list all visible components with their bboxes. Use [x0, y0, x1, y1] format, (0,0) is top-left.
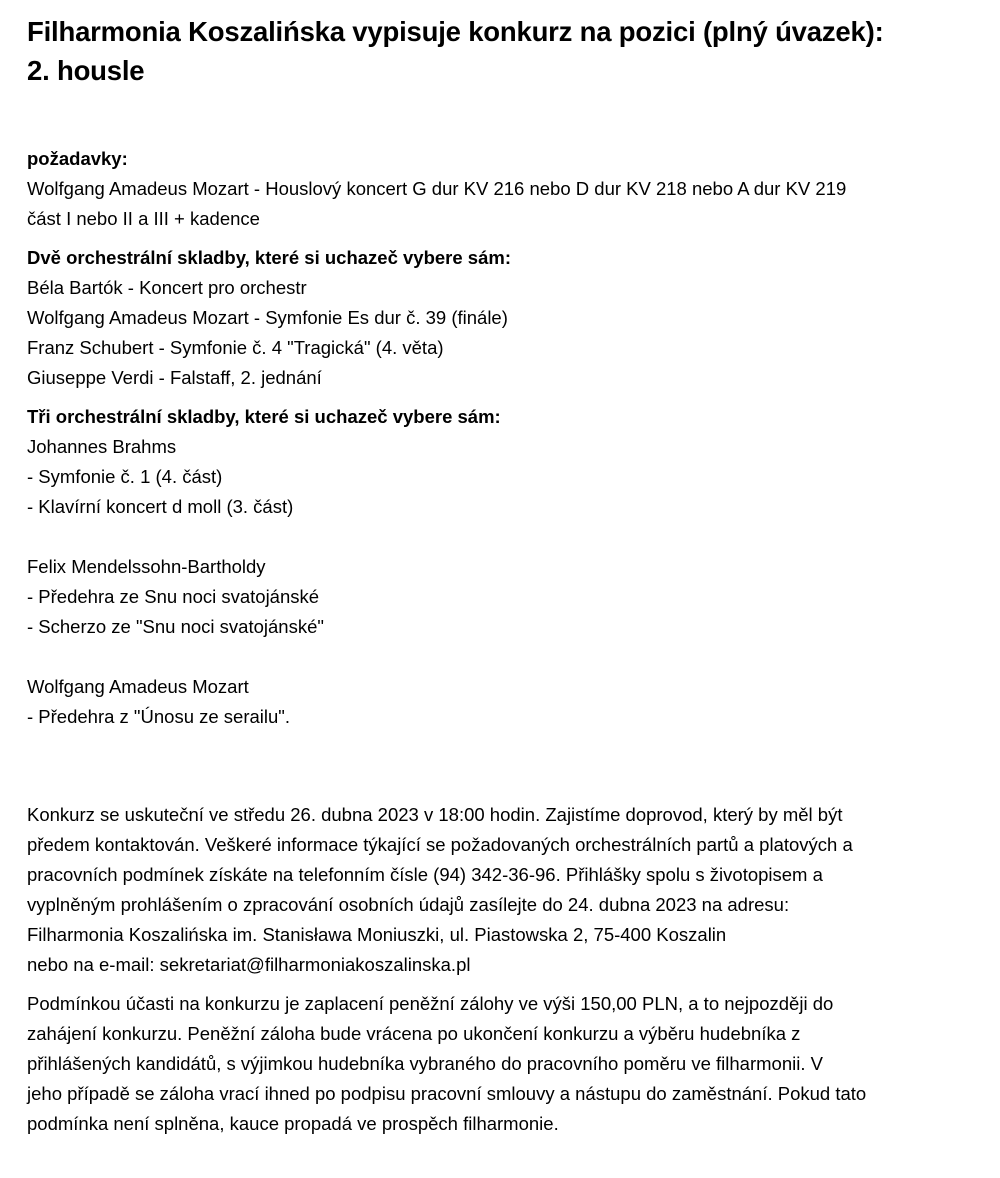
page-title [27, 12, 973, 90]
email-link[interactable]: sekretariat@filharmoniakoszalinska.pl [159, 954, 471, 975]
requirements-line: Wolfgang Amadeus Mozart - Houslový koncert G dur KV 216 nebo D dur KV 218 nebo A dur KV 219 [27, 178, 847, 199]
deposit-paragraph [27, 989, 973, 1139]
deposit-line: přihlášených kandidátů, s výjimkou hudebníka vybraného do pracovního poměru ve filharmonii. V [27, 1053, 823, 1074]
info-paragraph [27, 800, 973, 980]
deposit-line: podmínka není splněna, kauce propadá ve prospěch filharmonie. [27, 1113, 559, 1134]
title-line: 2. housle [27, 55, 145, 86]
work-item: - Předehra ze Snu noci svatojánské [27, 586, 320, 607]
info-line: předem kontaktován. Veškeré informace týkající se požadovaných orchestrálních partů a platových a [27, 834, 853, 855]
piece-item: Béla Bartók - Koncert pro orchestr [27, 277, 307, 298]
spacer [27, 770, 973, 800]
work-item: - Klavírní koncert d moll (3. část) [27, 496, 294, 517]
composer-name: Wolfgang Amadeus Mozart [27, 676, 249, 697]
requirements-line: část I nebo II a III + kadence [27, 208, 260, 229]
spacer [27, 234, 973, 243]
email-line [27, 950, 973, 980]
deposit-line: zahájení konkurzu. Peněžní záloha bude vrácena po ukončení konkurzu a výběru hudebníka z [27, 1023, 801, 1044]
spacer [27, 642, 973, 672]
info-line: pracovních podmínek získáte na telefonním čísle (94) 342-36-96. Přihlášky spolu s životopisem a [27, 864, 823, 885]
composer-name: Felix Mendelssohn-Bartholdy [27, 556, 266, 577]
requirements-section [27, 144, 973, 234]
work-item: - Předehra z "Únosu ze serailu". [27, 706, 291, 727]
spacer [27, 522, 973, 552]
piece-item: Giuseppe Verdi - Falstaff, 2. jednání [27, 367, 322, 388]
spacer [27, 90, 973, 144]
three-pieces-heading: Tři orchestrální skladby, které si uchazeč vybere sám: [27, 406, 501, 427]
title-line: Filharmonia Koszalińska vypisuje konkurz na pozici (plný úvazek): [27, 16, 884, 47]
piece-item: Wolfgang Amadeus Mozart - Symfonie Es dur č. 39 (finále) [27, 307, 508, 328]
spacer [27, 732, 973, 770]
spacer [27, 393, 973, 402]
info-line: Konkurz se uskuteční ve středu 26. dubna 2023 v 18:00 hodin. Zajistíme doprovod, který by měl být [27, 804, 843, 825]
two-pieces-heading: Dvě orchestrální skladby, které si uchazeč vybere sám: [27, 247, 511, 268]
info-line: vyplněným prohlášením o zpracování osobních údajů zasílejte do 24. dubna 2023 na adresu: [27, 894, 790, 915]
work-item: - Scherzo ze "Snu noci svatojánské" [27, 616, 324, 637]
spacer [27, 980, 973, 989]
two-pieces-section [27, 243, 973, 393]
piece-item: Franz Schubert - Symfonie č. 4 "Tragická" (4. věta) [27, 337, 444, 358]
requirements-heading: požadavky: [27, 148, 128, 169]
deposit-line: Podmínkou účasti na konkurzu je zaplacení peněžní zálohy ve výši 150,00 PLN, a to nejpozději do [27, 993, 834, 1014]
composer-name: Johannes Brahms [27, 436, 177, 457]
work-item: - Symfonie č. 1 (4. část) [27, 466, 223, 487]
email-prefix: nebo na e-mail: [27, 954, 160, 975]
address-line: Filharmonia Koszalińska im. Stanisława Moniuszki, ul. Piastowska 2, 75-400 Koszalin [27, 924, 727, 945]
deposit-line: jeho případě se záloha vrací ihned po podpisu pracovní smlouvy a nástupu do zaměstnání. Pokud tato [27, 1083, 867, 1104]
three-pieces-section [27, 402, 973, 732]
